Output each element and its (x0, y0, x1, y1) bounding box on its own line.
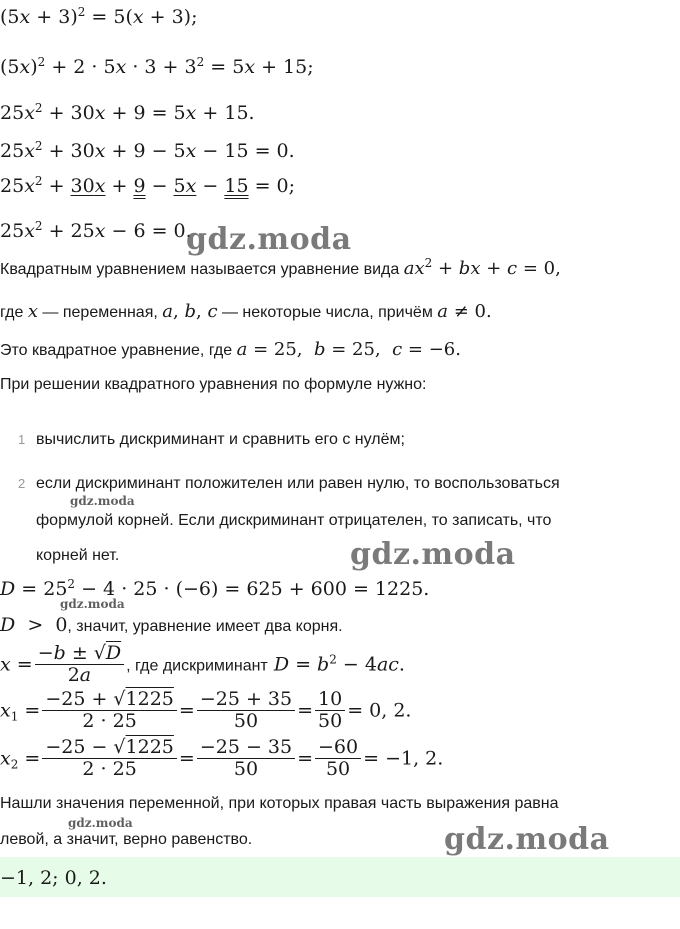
where-abc: a, b, c (162, 301, 218, 322)
x2-calc: $x_2$ = $\frac{-25 - √1225}{2 \cdot 25}$ = $\frac{-25 - 35}{50}$ = $\frac{-60}{50}$ = −1, 2. (0, 736, 444, 780)
step-2: $(5x)^2 + 2 \cdot 5x \cdot 3 + 3^2 = 5x + 15$; (0, 55, 314, 78)
where-x: x (27, 301, 38, 322)
list-item-2-line3: корней нет. (36, 547, 120, 564)
where-mid: — переменная, (42, 304, 158, 321)
discriminant-positive: D > 0 (0, 614, 68, 636)
root-formula-mid: , где дискриминант (126, 657, 268, 675)
discriminant-tail: , значит, уравнение имеет два корня. (67, 618, 343, 635)
list-number-2: 2 (18, 476, 26, 491)
discriminant-calc: $D = 25^2 - 4 \cdot 25 \cdot (-6) = 625 + 600 = 1225$. (0, 577, 430, 600)
list-item-1: вычислить дискриминант и сравнить его с нулём; (36, 431, 405, 448)
conclusion-line-2: левой, а значит, верно равенство. (0, 831, 253, 848)
watermark-logo: gdz.moda (444, 822, 610, 857)
definition-line (0, 256, 561, 279)
step-5: $25x^2 + 30x + 9 - 5x - 15 = 0$; (0, 174, 296, 197)
definition-prefix: Квадратным уравнением называется уравнение вида (0, 261, 400, 278)
watermark-logo: gdz.moda (186, 222, 352, 257)
step-3: $25x^2 + 30x + 9 = 5x + 15$. (0, 101, 255, 124)
where-line (0, 303, 492, 321)
watermark-logo: gdz.moda (350, 537, 516, 572)
coef-values: a = 25, b = 25, c = −6. (236, 339, 461, 360)
where-mid2: — некоторые числа, причём (221, 304, 433, 321)
watermark-logo-small: gdz.moda (70, 494, 135, 508)
answer-value: −1, 2; 0, 2. (0, 867, 107, 889)
coef-line (0, 341, 461, 359)
x1-result: = 0, 2. (347, 699, 412, 722)
coef-prefix: Это квадратное уравнение, где (0, 342, 233, 359)
definition-formula: $ax^2$ + bx + c = 0, (403, 256, 561, 279)
watermark-logo-small: gdz.moda (68, 816, 133, 830)
root-formula: x = $\frac{-b \pm √D}{2a}$ , где дискриминант $D = b^2 - 4ac$. (0, 642, 405, 686)
answer-box (0, 857, 680, 897)
root-formula-fraction: $\frac{-b \pm √D}{2a}$ (35, 644, 124, 687)
step-1: $(5x + 3)^2 = 5(x + 3)$; (0, 5, 198, 28)
list-item-2-line1: если дискриминант положителен или равен нулю, то воспользоваться (36, 475, 560, 492)
solving-intro: При решении квадратного уравнения по формуле нужно: (0, 376, 427, 393)
x1-calc: $x_1$ = $\frac{-25 + √1225}{2 \cdot 25}$ = $\frac{-25 + 35}{50}$ = $\frac{10}{50}$ = 0, 2. (0, 688, 412, 732)
where-prefix: где (0, 304, 24, 321)
discriminant-positive-line (0, 616, 343, 635)
list-number-1: 1 (18, 432, 26, 447)
where-cond: a ≠ 0. (437, 301, 492, 322)
watermark-logo-small: gdz.moda (60, 597, 125, 611)
x2-result: = −1, 2. (363, 747, 444, 770)
step-6: $25x^2 + 25x - 6 = 0$. (0, 219, 192, 242)
conclusion-line-1: Нашли значения переменной, при которых правая часть выражения равна (0, 795, 559, 812)
list-item-2-line2: формулой корней. Если дискриминант отрицателен, то записать, что (36, 512, 552, 529)
step-4: $25x^2 + 30x + 9 - 5x - 15 = 0$. (0, 139, 295, 162)
